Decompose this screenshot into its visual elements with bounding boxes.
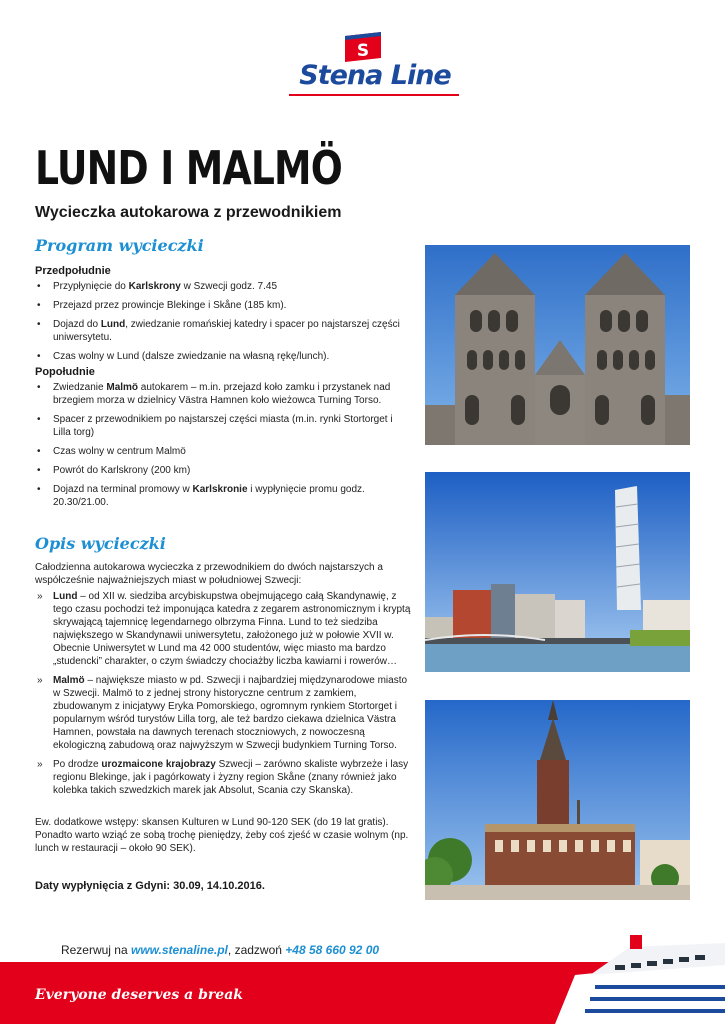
item-text-pre: Przejazd przez prowincje Blekinge i Skåne (185 km). [53, 300, 287, 311]
bullet-marker: • [37, 300, 41, 311]
item-text-pre: Zwiedzanie [53, 382, 107, 393]
item-text-pre: Przypłynięcie do [53, 281, 129, 292]
bullet-marker: » [37, 675, 43, 686]
call-text: , zadzwoń [227, 943, 286, 957]
item-text-post: Szwecji – zarówno skaliste wybrzeże i lasy regionu Blekinge, jak i pagórkowaty i żyzny region Skåne (znany również jako kolebka takich szwedzkich marek jak Absolut, Scania czy Skanska). [53, 759, 409, 796]
morning-heading: Przedpołudnie [35, 265, 111, 277]
list-item [35, 381, 405, 407]
item-text-pre: Czas wolny w Lund (dalsze zwiedzanie na własną rękę/lunch). [53, 351, 330, 362]
bullet-marker: • [37, 446, 41, 457]
list-item [35, 464, 405, 477]
bullet-marker: • [37, 281, 41, 292]
bullet-marker: » [37, 591, 43, 602]
item-text-post: i wypłynięcie promu godz. 20.30/21.00. [53, 484, 365, 508]
item-text-pre: Powrót do Karlskrony (200 km) [53, 465, 191, 476]
bullet-marker: • [37, 319, 41, 330]
item-text-post: – największe miasto w pd. Szwecji i najbardziej międzynarodowe miasto w Szwecji. Malmö to z jednej strony historyczne centrum z zamkiem, zbudowanym z inicjatywy Eryka Pomorskiego, ogromnym rynkiem Stortorget i popularnym wśród turystów Lilla torg, ale też bardzo ciekawa dzielnica Västra Hamnen, powstała na dawnych terenach stoczniowych, z nowoczesną ekologiczną zabudową oraz najwyższym w Szwecji budynkiem Turning Torso. [53, 675, 408, 751]
brand-wordmark: Stena Line [299, 60, 451, 91]
extra-info: Ew. dodatkowe wstępy: skansen Kulturen w Lund 90-120 SEK (do 19 lat gratis). Ponadto warto wziąć ze sobą trochę pieniędzy, żeby coś zjeść w czasie wolnym (np. lunch w restauracji – około 90 SEK). [35, 817, 409, 854]
item-text-pre: Dojazd do [53, 319, 101, 330]
item-text-post: , zwiedzanie romańskiej katedry i spacer po najstarszej części uniwersytetu. [53, 319, 400, 343]
list-item [35, 483, 405, 509]
phone-link[interactable]: +48 58 660 92 00 [285, 943, 380, 957]
page-title: LUND I MALMÖ [35, 141, 343, 195]
booking-line [0, 943, 440, 957]
item-text-bold: Lund [53, 591, 78, 602]
ferry-ship-icon [535, 935, 725, 1024]
item-text-post: – od XII w. siedziba arcybiskupstwa obejmującego całą Skandynawię, z tego czasu pochodzi też imponująca katedra z zegarem astronomicznym i kryptą skrywającą tajemnicę legendarnego olbrzyma Finna. Lund to też siedziba największego w Skandynawii uniwersytetu, założonego już w połowie XVII w. Obecnie Uniwersytet w Lund ma 42 000 studentów, więc miasto ma bardzo „studencki” charakter, o czym świadczy chociażby liczba kawiarni i rowerów… [53, 591, 411, 667]
description-list [35, 590, 415, 803]
stena-line-logo [285, 32, 465, 98]
list-item [35, 350, 405, 363]
malmo-city-hall-photo [425, 700, 690, 900]
book-text: Rezerwuj na [60, 943, 131, 957]
flag-letter: S [356, 41, 370, 61]
list-item [35, 445, 405, 458]
list-item [35, 413, 405, 439]
website-link[interactable]: www.stenaline.pl [130, 943, 228, 957]
item-text-bold: Malmö [106, 382, 139, 393]
morning-list [35, 280, 405, 369]
bullet-marker: • [37, 382, 41, 393]
departure-dates: Daty wypłynięcia z Gdyni: 30.09, 14.10.2016. [35, 880, 265, 892]
item-text-post: autokarem – m.in. przejazd koło zamku i przystanek nad brzegiem morza w dzielnicy Västra Hamnen koło wieżowca Turning Torso. [53, 382, 391, 406]
item-text-bold: Karlskronie [192, 484, 248, 495]
item-text-pre: Spacer z przewodnikiem po najstarszej części miasta (m.in. rynki Stortorget i Lilla torg) [53, 414, 393, 438]
bullet-marker: » [37, 759, 43, 770]
list-item [35, 590, 415, 668]
description-heading: Opis wycieczki [35, 534, 166, 553]
bullet-marker: • [37, 414, 41, 425]
malmo-turning-torso-photo [425, 472, 690, 672]
afternoon-list [35, 381, 405, 515]
item-text-bold: Karlskrony [128, 281, 181, 292]
item-text-post: w Szwecji godz. 7.45 [180, 281, 278, 292]
description-intro: Całodzienna autokarowa wycieczka z przewodnikiem do dwóch najstarszych a współcześnie najważniejszych miast w południowej Szwecji: [35, 562, 383, 586]
bullet-marker: • [37, 351, 41, 362]
program-heading: Program wycieczki [35, 236, 204, 255]
item-text-bold: urozmaicone krajobrazy [101, 759, 216, 770]
item-text-bold: Malmö [53, 675, 85, 686]
item-text-bold: Lund [100, 319, 126, 330]
list-item [35, 280, 405, 293]
item-text-pre: Dojazd na terminal promowy w [53, 484, 193, 495]
item-text-pre: Po drodze [53, 759, 102, 770]
list-item [35, 299, 405, 312]
list-item [35, 674, 415, 752]
bullet-marker: • [37, 484, 41, 495]
lund-cathedral-photo [425, 245, 690, 445]
list-item [35, 758, 415, 797]
stena-flag-icon [345, 32, 381, 62]
page-subtitle: Wycieczka autokarowa z przewodnikiem [35, 204, 342, 221]
item-text-pre: Czas wolny w centrum Malmö [53, 446, 186, 457]
slogan: Everyone deserves a break [35, 987, 243, 1003]
brand-underline [289, 94, 459, 96]
bullet-marker: • [37, 465, 41, 476]
afternoon-heading: Popołudnie [35, 366, 95, 378]
list-item [35, 318, 405, 344]
